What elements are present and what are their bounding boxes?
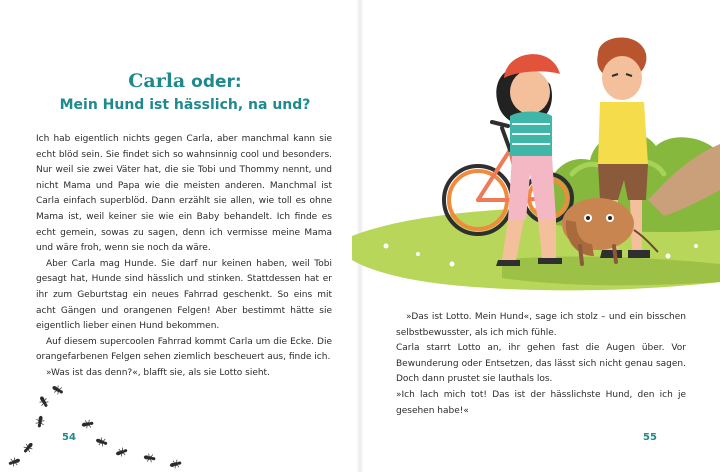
page-number-right: 55 bbox=[643, 432, 657, 443]
paragraph: Auf diesem supercoolen Fahrrad kommt Carla um die Ecke. Die orangefarbenen Felgen sehen ziemlich bescheuert aus, finde ich. bbox=[36, 336, 332, 363]
page-number-left: 54 bbox=[62, 432, 76, 443]
paragraph: »Ich lach mich tot! Das ist der hässlichste Hund, den ich je gesehen habe!« bbox=[396, 389, 686, 416]
chapter-subtitle: Mein Hund ist hässlich, na und? bbox=[59, 97, 311, 113]
story-illustration bbox=[352, 24, 720, 294]
paragraph: »Das ist Lotto. Mein Hund«, sage ich stolz – und ein bisschen selbstbewusster, als ich mich fühle. bbox=[396, 312, 686, 338]
paragraph: Ich hab eigentlich nichts gegen Carla, aber manchmal kann sie echt blöd sein. Sie findet sich so wahnsinnig cool und besonders. Nur weil sie zwei Väter hat, die sie Tobi und Thommy nennt, und nicht Mama und Papa wie die meisten anderen. Manchmal ist Carla einfach superblöd. Dann erzählt sie allen, wie toll es ohne Mama ist, weil keiner sie wie ein Baby behandelt. Ich finde es echt gemein, sowas zu sagen, denn ich vermisse meine Mama und wäre froh, wenn sie noch da wäre. bbox=[36, 134, 332, 254]
chapter-title-name: Carla bbox=[128, 70, 186, 92]
ant-trail-icon bbox=[0, 380, 200, 472]
chapter-title bbox=[40, 70, 330, 115]
right-page-text bbox=[396, 310, 686, 419]
paragraph: »Was ist das denn?«, blafft sie, als sie Lotto sieht. bbox=[46, 367, 270, 378]
paragraph: Aber Carla mag Hunde. Sie darf nur keinen haben, weil Tobi gesagt hat, Hunde sind hässlich und stinken. Stattdessen hat er ihr zum Geburtstag ein neues Fahrrad geschenkt. So eins mit acht Gängen und orangenen Felgen! Aber bestimmt hätte sie eigentlich lieber einen Hund bekommen. bbox=[36, 258, 332, 332]
paragraph: Carla starrt Lotto an, ihr gehen fast die Augen über. Vor Bewunderung oder Entsetzen, das lässt sich nicht genau sagen. Doch dann prustet sie lauthals los. bbox=[396, 343, 686, 385]
chapter-title-suffix: oder: bbox=[185, 72, 242, 92]
chapter-title-line1 bbox=[40, 70, 330, 93]
left-page-text bbox=[36, 132, 332, 382]
